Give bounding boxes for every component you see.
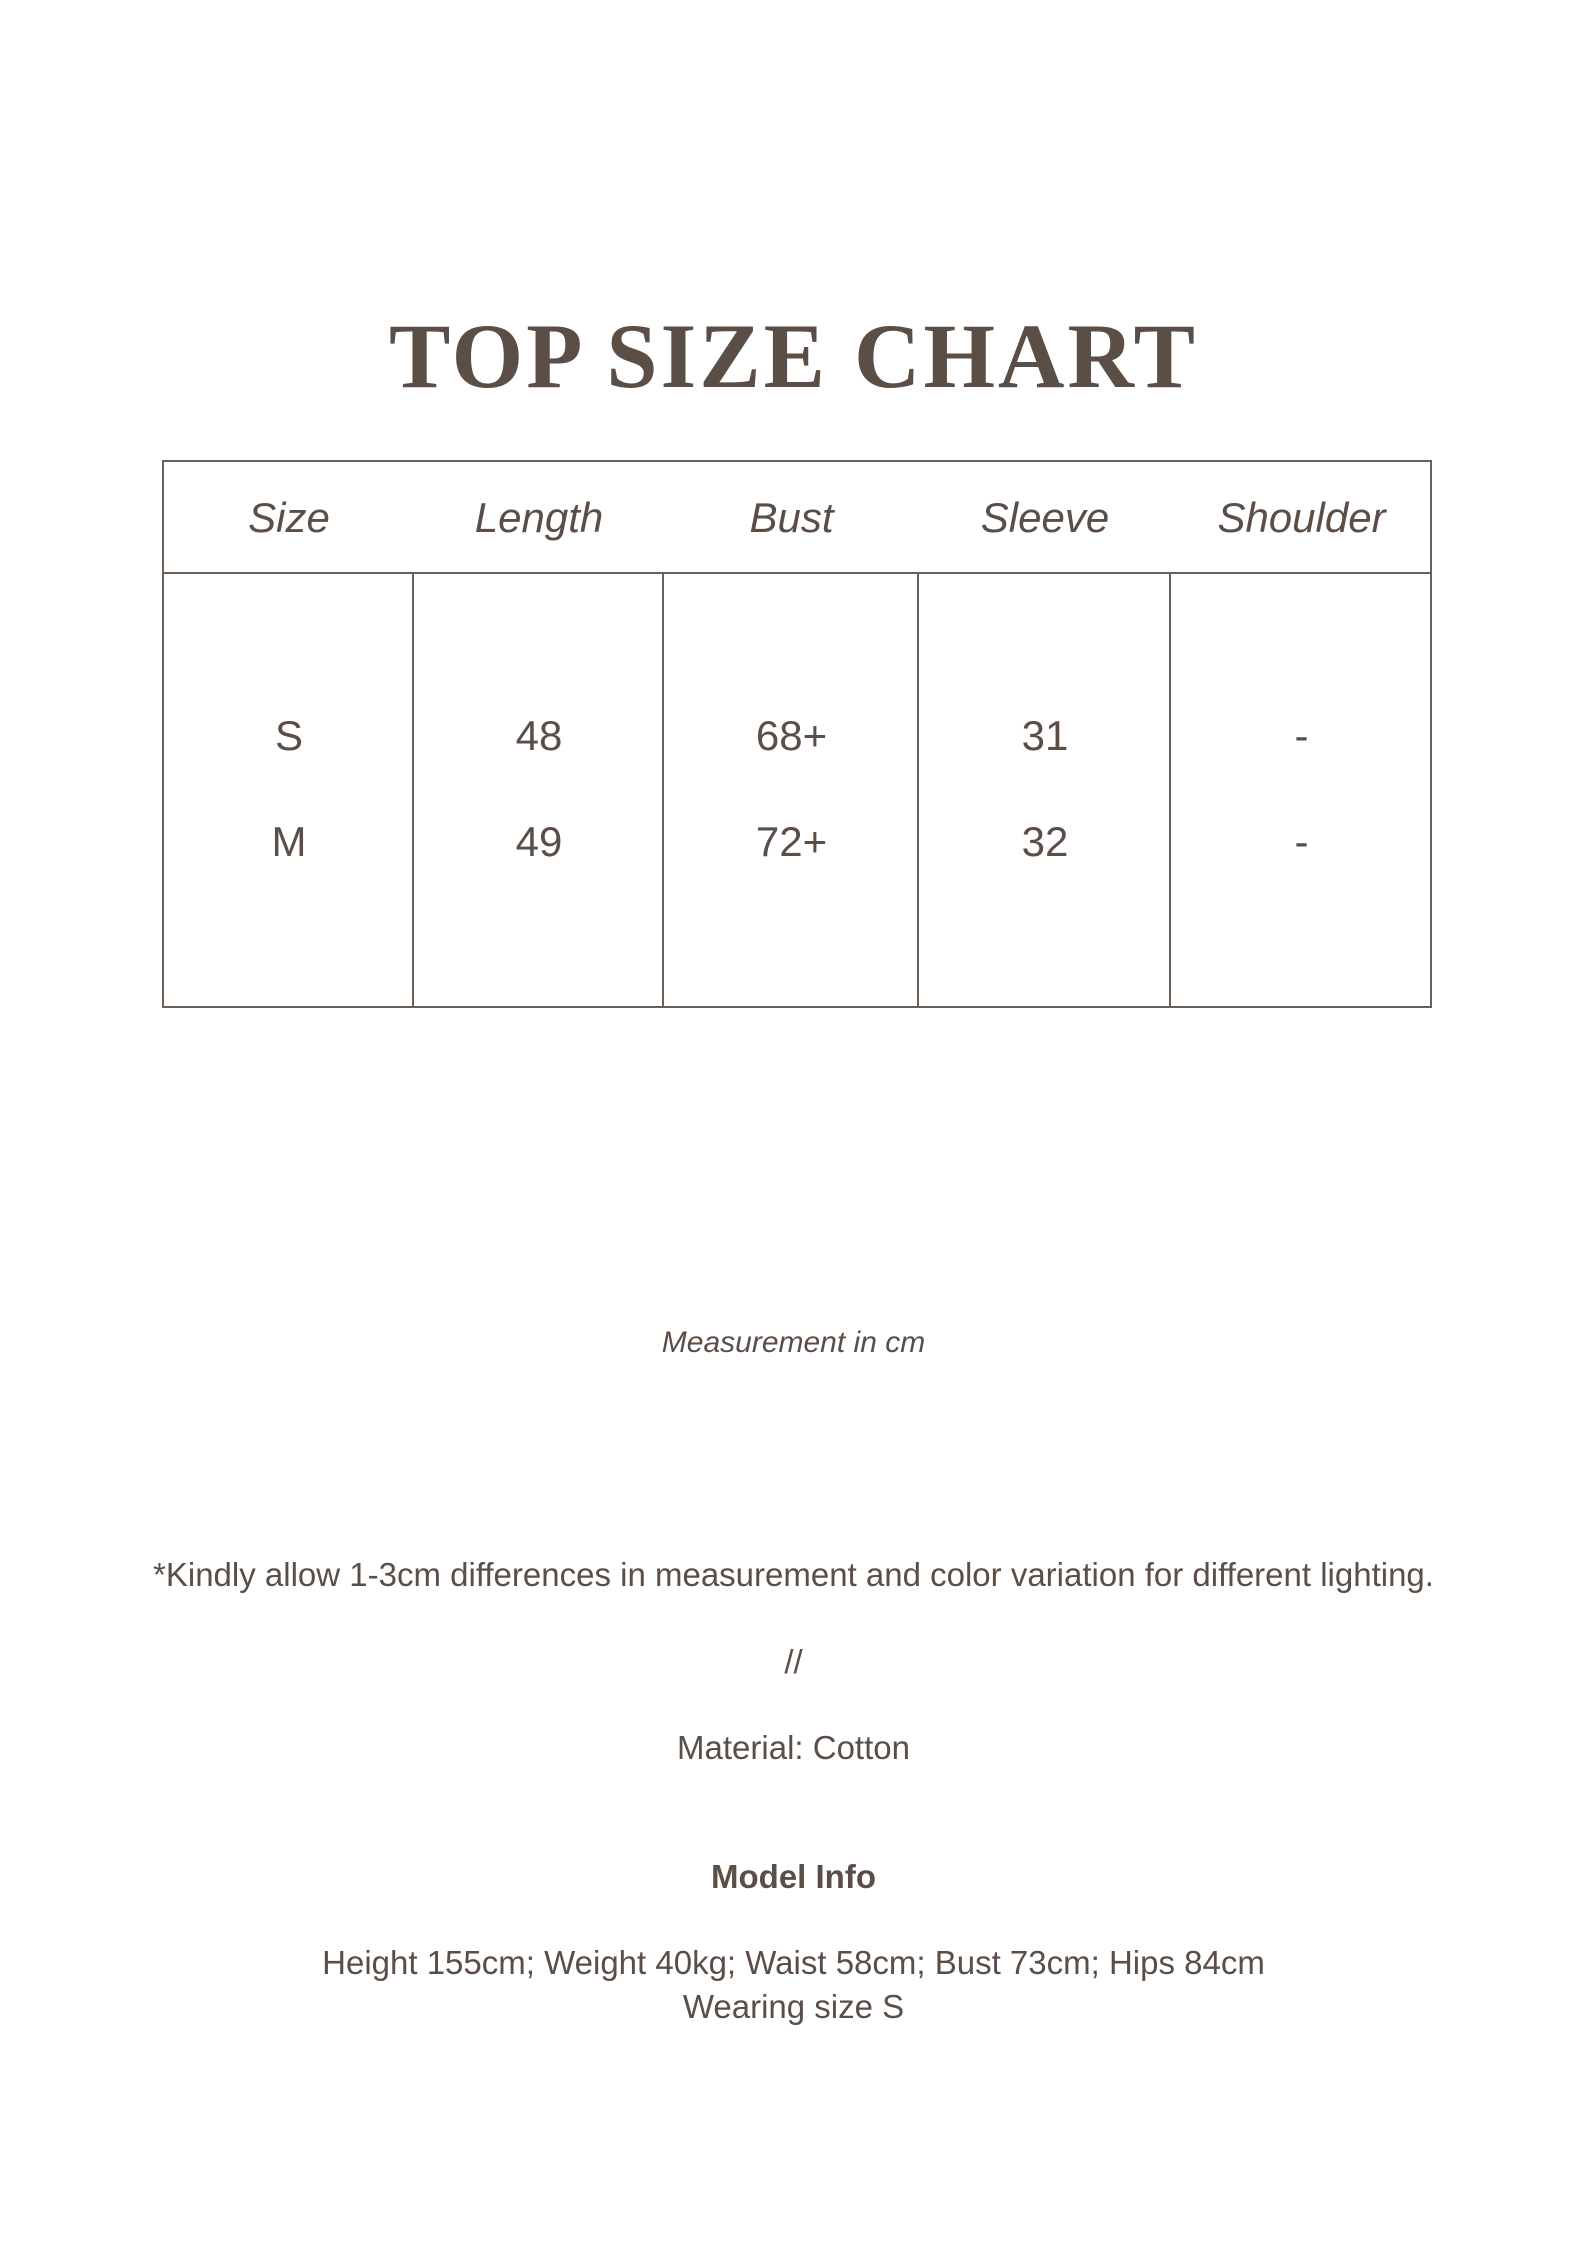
header-shoulder: Shoulder	[1217, 494, 1386, 541]
header-length: Length	[474, 494, 604, 541]
cell-shoulder: -	[1294, 712, 1309, 759]
column-divider	[662, 574, 664, 1006]
cell-length: 48	[515, 712, 563, 759]
column-divider	[917, 574, 919, 1006]
cell-shoulder: -	[1294, 818, 1309, 865]
header-sleeve: Sleeve	[980, 494, 1110, 541]
size-chart-table	[162, 460, 1432, 1008]
model-info-heading: Model Info	[711, 1858, 876, 1895]
material-info: Material: Cotton	[677, 1729, 910, 1766]
model-wearing-size: Wearing size S	[682, 1988, 905, 2025]
cell-length: 49	[515, 818, 563, 865]
column-divider	[1169, 574, 1171, 1006]
column-divider	[412, 574, 414, 1006]
table-header-row	[164, 462, 1430, 574]
cell-sleeve: 31	[1021, 712, 1069, 759]
cell-bust: 72+	[755, 818, 828, 865]
page-title: TOP SIZE CHART	[388, 304, 1199, 407]
separator: //	[784, 1643, 803, 1680]
header-size: Size	[248, 494, 330, 541]
measurement-note: Measurement in cm	[661, 1326, 926, 1359]
header-bust: Bust	[749, 494, 834, 541]
cell-size: S	[274, 712, 303, 759]
disclaimer-text: *Kindly allow 1-3cm differences in measurement and color variation for different lighting.	[153, 1556, 1434, 1593]
cell-bust: 68+	[755, 712, 828, 759]
model-measurements: Height 155cm; Weight 40kg; Waist 58cm; Bust 73cm; Hips 84cm	[322, 1944, 1265, 1981]
cell-size: M	[271, 818, 307, 865]
cell-sleeve: 32	[1021, 818, 1069, 865]
